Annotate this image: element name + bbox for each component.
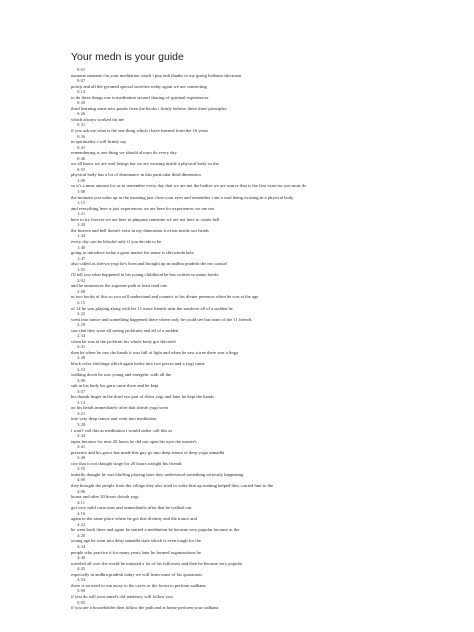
timestamp: 0:31	[77, 122, 86, 128]
timestamp: 4:40	[77, 555, 86, 561]
transcript-entry	[71, 78, 411, 89]
timestamp: 3:41	[77, 444, 86, 450]
timestamp: 0:14	[77, 89, 86, 95]
transcript-entry	[71, 156, 411, 167]
transcript-line: to do three things one is meditation second sharing of spiritual experiences	[71, 94, 209, 100]
transcript-entry	[71, 211, 411, 222]
transcript-line: here to try forever we are here to pinpoint someone we are not here to create hell	[71, 216, 220, 222]
timestamp: 5:05	[77, 599, 86, 605]
transcript-line: when he was at the jackfruit his whole body got shivered	[71, 338, 176, 344]
timestamp: 4:45	[77, 566, 86, 572]
transcript-line: walking down he was young and energetic with all the	[71, 372, 172, 378]
transcript-entry	[71, 311, 411, 322]
timestamp: 4:54	[77, 577, 86, 583]
transcript-line: on his heads immediately after that shivah yogi went	[71, 405, 168, 411]
transcript-line: tapas because for next 20 hours he did not open his eyes the master's	[71, 438, 197, 444]
transcript-entry	[71, 378, 411, 389]
transcript-line: physical body has a lot of dominance in this particular third dimension	[71, 172, 201, 178]
transcript-line: in spirituality i will firmly say	[71, 139, 127, 145]
timestamp: 0:36	[77, 133, 86, 139]
transcript-entry	[71, 344, 411, 355]
transcript-entry	[71, 400, 411, 411]
timestamp: 0:26	[77, 111, 86, 117]
timestamp: 4:11	[77, 499, 85, 505]
transcript-line: again to the same place where he got that divinity and the trance and	[71, 516, 197, 522]
transcript-line: initially thought he was bluffing playing later they understood something seriously happening	[71, 471, 244, 477]
timestamp: 2:41	[77, 344, 86, 350]
transcript-entry	[71, 355, 411, 366]
timestamp: 1:55	[77, 266, 86, 272]
document-title: Your medn is your guide	[71, 51, 184, 63]
transcript-line: remembering is one thing we should always do every day	[71, 150, 177, 156]
transcript-entry	[71, 278, 411, 289]
transcript-line: then he when he saw the hands it was full of light and when he saw a tree there was a linga	[71, 349, 238, 355]
transcript-line: house and after 20 hours shivah yogi	[71, 494, 139, 500]
transcript-line: i won't call this as meditation i would rather call this as	[71, 427, 173, 433]
transcript-entry	[71, 544, 411, 555]
timestamp: 3:07	[77, 388, 86, 394]
transcript-line: potriji and all the pyramid special societies today again we are connecting	[71, 83, 207, 89]
timestamp: 4:06	[77, 488, 86, 494]
timestamp: 2:08	[77, 288, 86, 294]
transcript-line: people who practice it for many years later he formed organizations he	[71, 549, 201, 555]
transcript-entry	[71, 422, 411, 433]
transcript-line: city that is not thought stage for 20 hours straight his friends	[71, 460, 182, 466]
transcript-line: saw that they were all seeing jackfruits and all of a sudden	[71, 327, 179, 333]
timestamp: 1:34	[77, 233, 86, 239]
transcript-entry	[71, 588, 411, 599]
timestamp: 0:46	[77, 155, 86, 161]
transcript-line: and he announces the supreme path at least read one	[71, 283, 168, 289]
timestamp: 3:00	[77, 377, 86, 383]
transcript-entry	[71, 267, 411, 278]
transcript-entry	[71, 433, 411, 444]
timestamp: 1:08	[77, 189, 86, 195]
transcript-entry	[71, 367, 411, 378]
transcript-line: if you ask me what is the one thing which i have learned from the 16 years	[71, 128, 209, 134]
transcript-line: going to introduce today a great master his name is shivwinda bela	[71, 250, 194, 256]
transcript-entry	[71, 566, 411, 577]
timestamp: 0:41	[77, 144, 86, 150]
transcript-line: if you are a householder then follow the path and at home perform your sadhana	[71, 605, 219, 611]
transcript-entry	[71, 555, 411, 566]
timestamp: 3:28	[77, 422, 86, 427]
transcript-entry	[71, 256, 411, 267]
transcript-entry	[71, 466, 411, 477]
transcript-entry	[71, 145, 411, 156]
transcript-entry	[71, 444, 411, 455]
timestamp: 1:40	[77, 244, 86, 250]
transcript-line: he went back there and again he started a meditation he became very popular because at the	[71, 527, 240, 533]
transcript-entry	[71, 178, 411, 189]
timestamp: 3:49	[77, 455, 86, 461]
transcript-entry	[71, 333, 411, 344]
transcript-entry	[71, 200, 411, 211]
transcript-entry	[71, 67, 411, 78]
transcript-entry	[71, 577, 411, 588]
transcript-entry	[71, 89, 411, 100]
timestamp: 0:01	[77, 67, 86, 72]
transcript-line: and everything here is just experiences we are here for experiences we are not	[71, 205, 215, 211]
transcript-line: his thumb finger in the third eye part of shiva yogi and later he kept the hands	[71, 394, 214, 400]
transcript-entry	[71, 500, 411, 511]
transcript-line: traveled all over the world he initiated a lot of his followers and then he became very popular	[71, 560, 243, 566]
transcript-line: which always worked for me	[71, 116, 125, 122]
transcript-line: especially in andhra pradesh today we will learn some of his quotations	[71, 571, 203, 577]
timestamp: 3:55	[77, 466, 86, 472]
timestamp: 4:22	[77, 521, 86, 527]
transcript-line: of 14 he was playing along with his 11 more friends near the seashore all of a sudden he	[71, 305, 233, 311]
timestamp: 3:34	[77, 433, 86, 439]
timestamp: 0:20	[77, 100, 86, 106]
transcript-entry	[71, 122, 411, 133]
transcript-entry	[71, 489, 411, 500]
transcript-line: we all know we are soul beings but we are existing inside a physical body so the	[71, 161, 219, 167]
transcript-entry	[71, 511, 411, 522]
transcript-entry	[71, 533, 411, 544]
transcript-body	[71, 67, 411, 611]
transcript-entry	[71, 389, 411, 400]
transcript-line: also called as shivwa yogi he's born and brought up in andhra pradesh the ear coastal	[71, 261, 227, 267]
transcript-line: namaste namaste i'm your meditation coach i pop indi thanks to my gurujj hothano shivtraan	[71, 72, 241, 78]
timestamp: 0:07	[77, 78, 86, 84]
timestamp: 2:29	[77, 322, 86, 328]
transcript-line: every day can be blissful only if you decide to be	[71, 238, 162, 244]
transcript-line: third learning some new points from the books i firmly believe these three principles	[71, 105, 227, 111]
transcript-entry	[71, 189, 411, 200]
transcript-entry	[71, 134, 411, 145]
transcript-line: so it's a must amusta for us to remember every day that we are not the bodies we are source that is the first exercise you must do	[71, 183, 307, 189]
timestamp: 1:28	[77, 222, 86, 228]
timestamp: 2:34	[77, 333, 86, 339]
timestamp: 4:16	[77, 510, 86, 516]
transcript-line: got very mild conscious and immediately after that he walked out	[71, 505, 192, 511]
timestamp: 4:00	[77, 477, 86, 483]
transcript-entry	[71, 300, 411, 311]
timestamp: 2:02	[77, 277, 86, 283]
timestamp: 1:47	[77, 255, 86, 261]
transcript-line: went into trance and something happened there where only he could see but none of the 11 friends	[71, 316, 252, 322]
timestamp: 5:00	[77, 588, 86, 594]
timestamp: 2:53	[77, 366, 86, 372]
transcript-line: i'll tell you what happened in his young childhood he has written so many books	[71, 272, 219, 278]
transcript-entry	[71, 455, 411, 466]
timestamp: 1:21	[77, 211, 86, 217]
transcript-line: the heaven and hell doesn't exist in my dimension it exists inside our heads	[71, 227, 209, 233]
transcript-entry	[71, 222, 411, 233]
transcript-line: into very deep trance and went into meditation	[71, 416, 157, 422]
transcript-line: there is no need to run away to the caves or the forest to perform sadhana	[71, 582, 206, 588]
transcript-line: in two books of this so you will understand and connect to his divine presence when he was at the age	[71, 294, 259, 300]
timestamp: 1:00	[77, 177, 86, 183]
timestamp: 2:48	[77, 355, 86, 361]
transcript-entry	[71, 477, 411, 488]
transcript-line: the moment you wake up in the morning just close your eyes and remember i am a soul being existing in a physical body	[71, 194, 294, 200]
transcript-line: young age he went into deep samadhi state which is even tough for the	[71, 538, 201, 544]
transcript-entry	[71, 411, 411, 422]
transcript-entry	[71, 100, 411, 111]
transcript-entry	[71, 600, 411, 611]
transcript-entry	[71, 322, 411, 333]
transcript-entry	[71, 111, 411, 122]
transcript-entry	[71, 289, 411, 300]
timestamp: 1:15	[77, 200, 86, 206]
timestamp: 4:34	[77, 544, 86, 550]
timestamp: 2:22	[77, 311, 86, 317]
transcript-line: sub in his body his guru came there and he kept	[71, 383, 159, 389]
timestamp: 3:14	[77, 399, 86, 405]
transcript-line: they brought the people from the village they also tried to wake him up nothing helped they carried him to the	[71, 483, 274, 489]
transcript-entry	[71, 167, 411, 178]
transcript-line: presence and his grace has made this guy go into deep trance or deep yoga samadhi	[71, 449, 225, 455]
timestamp: 3:21	[77, 410, 86, 416]
timestamp: 0:55	[77, 166, 86, 172]
transcript-entry	[71, 233, 411, 244]
transcript-line: black color shivlinga which again broke into two pieces and a yogi came	[71, 360, 205, 366]
timestamp: 2:15	[77, 299, 86, 305]
transcript-entry	[71, 522, 411, 533]
transcript-entry	[71, 245, 411, 256]
transcript-line: if you do still your mind's old tendency will follow you	[71, 593, 173, 599]
timestamp: 4:28	[77, 532, 86, 538]
